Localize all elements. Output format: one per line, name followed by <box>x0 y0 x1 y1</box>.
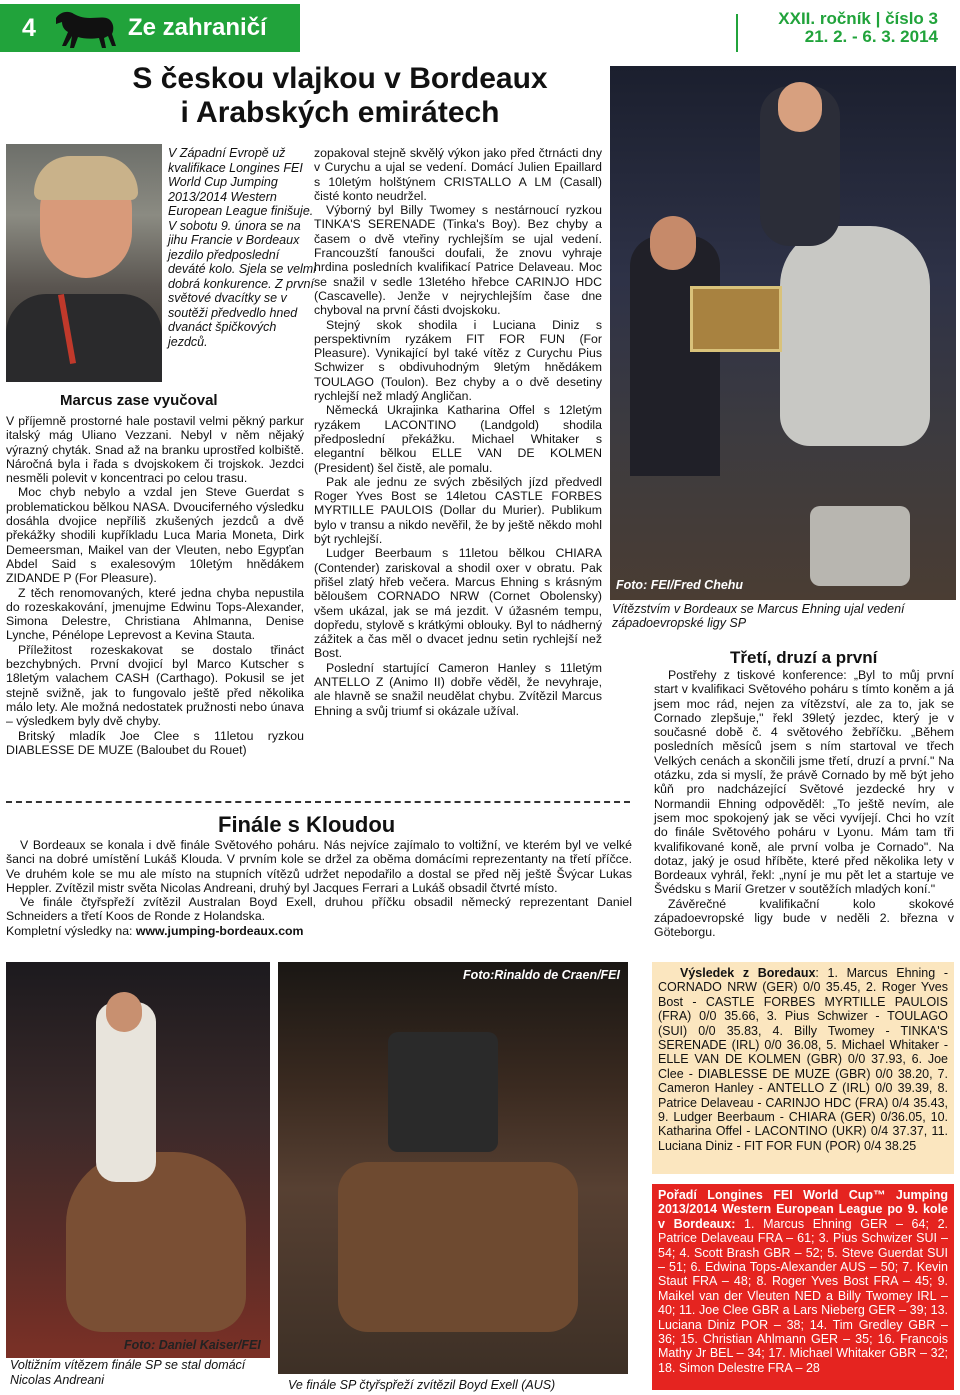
winner-photo <box>610 66 956 600</box>
results-box <box>652 962 954 1174</box>
section-title: Ze zahraničí <box>128 14 267 41</box>
driving-photo-caption: Ve finále SP čtyřspřeží zvítězil Boyd Exell (AUS) <box>288 1378 556 1392</box>
paragraph: Německá Ukrajinka Katharina Offel s 12letým ryzákem LACONTINO (Landgold) shodila předposlední překážku. Michael Whitaker s elegantní bělkou ELLE VAN DE KOLMEN (President) šel čistě, ale pomalu. <box>314 403 602 475</box>
issue-info <box>778 10 938 46</box>
paragraph: Výborný byl Billy Twomey s nestárnoucí ryzkou TINKA'S SERENADE (Tinka's Boy). Bez chyby a časem o dvě vteřiny rychlejším se ujal vedení. Francouzští fanoušci doufali, že znovu vyhraje hrdina posledních kvalifikací Patrice Delaveau. Moc se snažil v sedle 13letého hřebce CARINJO HDC (Cascavelle). Jenže v nejrychlejším čase dne chyboval na první části dvojskoku. <box>314 203 602 318</box>
standings-box-label: Pořadí Longines FEI World Cup™ Jumping 2013/2014 Western European League po 9. kole v Bordeaux: <box>658 1188 948 1231</box>
article2-title: Finále s Kloudou <box>218 812 396 837</box>
article2-body <box>6 838 632 938</box>
article-title-line1: S českou vlajkou v Bordeaux <box>132 62 548 95</box>
portrait-shirt <box>6 294 162 382</box>
paragraph: Z těch renomovaných, které jedna chyba nepustila do rozeskakování, jmenujme Edwinu Tops-Alexander, Simona Delestre, Christiana Ahlmanna, Denise Lynche, Pénélope Leprevost a Kevina Stauta. <box>6 585 304 643</box>
driving-photo-credit: Foto:Rinaldo de Craen/FEI <box>463 968 620 982</box>
results-box-text <box>652 962 954 1157</box>
standings-box <box>652 1184 954 1390</box>
paragraph: V příjemně prostorné hale postavil velmi pěkný parkur italský mág Uliano Vezzani. Nebyl v něm nějaký výrazný chyták. Snad až na branku uprostřed kolbiště. Náročná byla i řada s dvojskokem či trojskok. Jezdci nesměli polevit v koncentraci po celou trasu. <box>6 414 304 486</box>
article-lead: V Západní Evropě už kvalifikace Longines FEI World Cup Jumping 2013/2014 Western European League finišuje. V sobotu 9. února se na jihu Francie v Bordeaux jezdilo předposlední deváté kolo. Sjela se velmi dobrá konkurence. Z první světové dvacítky se v soutěži předvedlo hned dvanáct špičkových jezdců. <box>168 146 316 349</box>
article-title <box>80 62 600 130</box>
paragraph: Moc chyb nebylo a vzdal jen Steve Guerdat s problematickou bělkou NASA. Dvouciferného výsledku dosáhla dvojice nepříliš zkušených jezdců a dvě překážky shodili kupříkladu Luca Maria Moneta, Dirk Demeersman, Maikel van der Vleuten, nebo Egypťan Abdel Said s exalesovým 10letým hnědákem ZIDANDE P (For Pleasure). <box>6 485 304 586</box>
article-subhead: Marcus zase vyučoval <box>60 392 218 409</box>
paragraph: Ve finále čtyřspřeží zvítězil Australan Boyd Exell, druhou příčku obsadil německý reprezentant Daniel Schneiders a třetí Koos de Ronde z Holandska. <box>6 895 632 924</box>
paragraph: Britský mladík Joe Clee s 11letou ryzkou DIABLESSE DE MUZE (Baloubet du Rouet) <box>6 728 304 757</box>
vaulting-photo-caption: Voltižním vítězem finále SP se stal domácí Nicolas Andreani <box>10 1358 246 1387</box>
paragraph: Postřehy z tiskové konference: „Byl to můj první start v kvalifikaci Světového poháru s tímto koněm a já jsem moc rád, nejen za vítězství, ale za to, jak se Cornado zlepšuje," řekl 39letý jezdec, který je v současné době č. 4 světového žebříčku. „Během posledních měsíců jsem s ním startoval ve třech Velkých cenách a skončili jsme třetí, druzí a první." Na otázku, zda si myslí, že právě Cornado by mě být jeho kůň pro nadcházející Světové jezdecké hry v Normandii Ehning odpověděl: „To ještě nevím, ale jsem moc spokojený jak se věci vyvíjejí. Chci ho vzít do finále Světového poháru v Lyonu. Mám tam tři kvalifikované koně, ale první volba je Cornado". Na dotaz, jaký je osud hříběte, které před několika lety v Bordeaux vyhrál, řekl: „nyní je mu pět let a startuje ve Švédsku s Marií Gretzer v soutěžích mladých koní." <box>654 668 954 897</box>
paragraph: Poslední startující Cameron Hanley s 11letým ANTELLO Z (Animo II) dobře věděl, že nevyhraje, ale hlavně se snažil neudělat chybu. Zvítězil Marcus Ehning a svůj triumf si okázale užíval. <box>314 660 602 718</box>
vaulting-photo-credit: Foto: Daniel Kaiser/FEI <box>124 1338 261 1352</box>
header-bar <box>0 0 960 60</box>
issue-volume: XXII. ročník | číslo 3 <box>778 9 938 28</box>
sidebar-title: Třetí, druzí a první <box>730 648 878 667</box>
section-separator <box>6 801 630 803</box>
driving-photo-carriage <box>388 1032 498 1152</box>
driving-photo <box>278 962 628 1374</box>
winner-photo-credit: Foto: FEI/Fred Chehu <box>616 578 744 592</box>
driving-photo-horses <box>338 1162 578 1332</box>
paragraph: Příležitost rozeskakovat se dostalo třináct bezchybných. První dvojicí byl Marco Kutscher s 18letým valachem CASH (Carthago). Pokusil se jet stejně svižně, jak to fungovalo ještě před několika málo lety. Ale možná nedostatek pružnosti nebo únava – výsledkem byly dvě chyby. <box>6 642 304 729</box>
portrait-hair <box>34 156 138 200</box>
paragraph: Stejný skok shodila i Luciana Diniz s perspektivním ryzákem FIT FOR FUN (For Pleasure). Vynikající byl také vítěz z Curychu Pius Schwizer s obdivuhodným 9letým hnědákem TOULAGO (Toulon). Bez chyby a o dvě desetiny rychlejší než mladý Angličan. <box>314 317 602 404</box>
results-link-line <box>6 924 632 938</box>
vaulting-photo-vaulter-head <box>106 992 142 1032</box>
standings-box-text <box>652 1184 954 1379</box>
winner-photo-horse <box>780 226 930 446</box>
portrait-photo <box>6 144 162 382</box>
winner-photo-rider-head <box>778 82 822 132</box>
page-number: 4 <box>22 14 36 42</box>
article-title-line2: i Arabských emirátech <box>180 96 500 129</box>
paragraph: Závěrečné kvalifikační kolo skokové západoevropské ligy bude v neděli 2. března v Göteborgu. <box>654 896 954 940</box>
article-column-1 <box>6 414 304 757</box>
winner-photo-trophy <box>690 286 782 352</box>
paragraph: zopakoval stejně skvělý výkon jako před čtrnácti dny v Curychu a ujal se vedení. Domácí Julien Epaillard s 10letým holštýnem CRISTALLO A LM (Casall) čisté konto neudržel. <box>314 146 602 203</box>
paragraph: Pak ale jednu ze svých zběsilých jízd předvedl Roger Yves Bost se 14letou CASTLE FORBES MYRTILLE PAULOIS (Dollar du Murier). Publikum bylo v transu a nikdo nevěřil, že by ještě někdo mohl být rychlejší. <box>314 474 602 547</box>
header-divider <box>736 14 738 52</box>
winner-photo-presenter-head <box>650 216 696 270</box>
results-link-label: Kompletní výsledky na: <box>6 923 136 938</box>
vaulting-photo <box>6 962 270 1358</box>
results-box-label: Výsledek z Boredaux <box>680 966 816 980</box>
winner-photo-presenter <box>630 236 720 476</box>
results-link[interactable]: www.jumping-bordeaux.com <box>135 923 304 938</box>
winner-photo-caption: Vítězstvím v Bordeaux se Marcus Ehning ujal vedení západoevropské ligy SP <box>612 602 905 630</box>
issue-dates: 21. 2. - 6. 3. 2014 <box>804 27 938 46</box>
article-column-2 <box>314 146 602 718</box>
horse-logo-icon <box>50 6 120 50</box>
standings-box-body: 1. Marcus Ehning GER – 64; 2. Patrice Delaveau FRA – 61; 3. Pius Schwizer SUI – 54; 4. Scott Brash GBR – 52; 5. Steve Guerdat SUI – 51; 6. Edwina Tops-Alexander AUS – 50; 7. Kevin Staut FRA – 48; 8. Roger Yves Bost FRA – 45; 9. Maikel van der Vleuten NED a Billy Twomey IRL – 40; 11. Joe Clee GBR a Lars Nieberg GER – 39; 13. Luciana Diniz POR – 38; 14. Tim Gredley GBR – 36; 15. Christian Ahlmann GER – 35; 16. Francois Mathy Jr BEL – 34; 17. Michael Whitaker GBR – 32; 18. Simon Delestre FRA – 28 <box>658 1216 948 1375</box>
results-box-body: : 1. Marcus Ehning - CORNADO NRW (GER) 0/0 35.45, 2. Roger Yves Bost - CASTLE FORBES MYRTILLE PAULOIS (FRA) 0/0 35.66, 3. Pius Schwizer - TOULAGO (SUI) 0/0 35.83, 4. Billy Twomey - TINKA'S SERENADE (IRL) 0/0 36.08, 5. Michael Whitaker - ELLE VAN DE KOLMEN (GBR) 0/0 37.93, 6. Joe Clee - DIABLESSE DE MUZE (GBR) 0/0 38.20, 7. Cameron Hanley - ANTELLO Z (IRL) 0/0 39.39, 8. Patrice Delaveau - CARINJO HDC (FRA) 0/4 35.43, 9. Ludger Beerbaum - CHIARA (GER) 0/36.05, 10. Katharina Offel - LACONTINO (UKR) 0/4 37.37, 11. Luciana Diniz - FIT FOR FUN (POR) 0/4 38.25 <box>658 966 948 1153</box>
winner-photo-hooves <box>810 506 910 586</box>
vaulting-photo-horse <box>66 1152 246 1332</box>
paragraph: Ludger Beerbaum s 11letou bělkou CHIARA (Contender) zariskoval a shodil oxer v obratu. Pak přišel zlatý hřeb večera. Marcus Ehning s krásným běloušem CORNADO NRW (Cornet Obolensky) všem ukázal, jak se má jezdit. V úžasném tempu, dopředu, stylově s krátkými oblouky. Byl to nádherný zážitek a čas měl o dvacet jednu setin rychlejší než Bost. <box>314 546 602 661</box>
sidebar-text <box>654 668 954 940</box>
paragraph: V Bordeaux se konala i dvě finále Světového poháru. Nás nejvíce zajímalo to voltižní, ve kterém byl ve velké šanci na dobré umístění Lukáš Klouda. V prvním kole se držel za oběma domácími reprezentanty na třetí příčce. Ve druhém kole se mu ale místo na stupních vítězů udržet nepodařilo a dostal se před něj ještě Švýcar Lukas Heppler. Zvítězil mistr světa Nicolas Andreani, druhý byl Jacques Ferrari a Lukáš obsadil čtvrté místo. <box>6 838 632 895</box>
